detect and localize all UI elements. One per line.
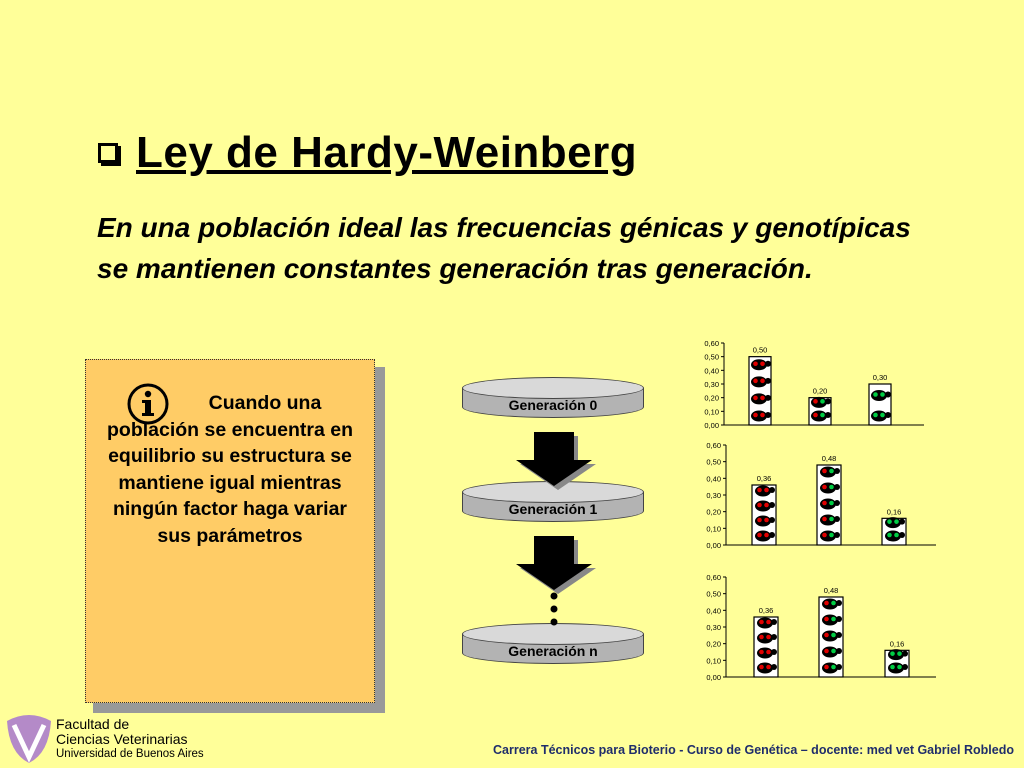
slide-title: Ley de Hardy-Weinberg <box>136 128 638 177</box>
y-tick-label: 0,50 <box>706 589 721 599</box>
y-tick-label: 0,40 <box>706 474 721 484</box>
data-label: 0,20 <box>812 386 828 396</box>
data-label: 0,16 <box>889 639 905 649</box>
generation-label-1: Generación 1 <box>508 501 598 517</box>
data-label: 0,48 <box>821 454 837 463</box>
data-label: 0,30 <box>872 373 888 382</box>
info-note-box <box>85 359 375 703</box>
generation-disk-0 <box>462 377 644 422</box>
footer-credit: Carrera Técnicos para Bioterio - Curso de Genética – docente: med vet Gabriel Robledo <box>493 743 1014 757</box>
y-tick-label: 0,40 <box>706 606 721 616</box>
title-row <box>98 128 637 178</box>
y-tick-label: 0,00 <box>706 673 721 682</box>
y-tick-label: 0,60 <box>704 339 719 348</box>
down-arrow-icon <box>505 430 600 492</box>
y-tick-label: 0,40 <box>704 366 719 376</box>
y-tick-label: 0,20 <box>706 507 721 517</box>
y-tick-label: 0,50 <box>706 457 721 467</box>
checkbox-bullet-icon <box>98 143 118 163</box>
data-label: 0,16 <box>886 507 902 517</box>
data-label: 0,48 <box>823 586 839 595</box>
y-tick-label: 0,30 <box>704 380 719 389</box>
data-label: 0,36 <box>756 474 772 483</box>
y-tick-label: 0,00 <box>706 541 721 550</box>
generation-label-n: Generación n <box>508 643 598 659</box>
y-tick-label: 0,10 <box>706 656 721 666</box>
y-tick-label: 0,20 <box>704 393 719 403</box>
chart-generation-1 <box>690 440 940 550</box>
data-label: 0,50 <box>752 345 768 355</box>
y-tick-label: 0,60 <box>706 441 721 450</box>
y-tick-label: 0,60 <box>706 573 721 582</box>
ellipsis-dots-icon <box>548 590 560 628</box>
data-label: 0,36 <box>758 606 774 615</box>
y-tick-label: 0,00 <box>704 421 719 430</box>
faculty-logo-icon <box>4 713 54 765</box>
y-tick-label: 0,20 <box>706 639 721 649</box>
down-arrow-icon <box>505 534 600 596</box>
chart-generation-n <box>690 572 940 682</box>
generation-disk-n <box>462 623 644 668</box>
generation-label-0: Generación 0 <box>508 397 598 413</box>
chart-generation-0 <box>690 338 930 430</box>
note-text: Cuando una población se encuentra en equilibrio su estructura se mantiene igual mientras ningún factor haga variar sus parámetros <box>107 392 353 547</box>
faculty-logo-text: Facultad de Ciencias Veterinarias Universidad de Buenos Aires <box>56 716 204 760</box>
slide-subtitle: En una población ideal las frecuencias génicas y genotípicas se mantienen constantes generación tras generación. <box>97 212 911 284</box>
y-tick-label: 0,50 <box>704 352 719 362</box>
y-tick-label: 0,10 <box>704 407 719 417</box>
y-tick-label: 0,30 <box>706 623 721 632</box>
y-tick-label: 0,30 <box>706 491 721 500</box>
y-tick-label: 0,10 <box>706 524 721 534</box>
